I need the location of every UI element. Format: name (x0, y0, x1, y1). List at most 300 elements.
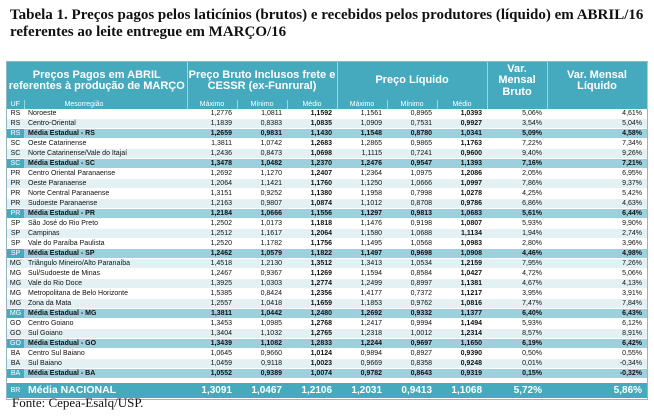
table-row (7, 299, 647, 309)
row-var-gross: 8,57% (487, 329, 547, 339)
row-gross-max: 1,3811 (187, 139, 237, 149)
row-gross-max: 1,3811 (187, 309, 237, 319)
header-var-net: Var. Mensal Líquido (547, 62, 647, 100)
table-row (7, 119, 647, 129)
row-net-max: 1,1548 (337, 129, 387, 139)
row-var-gross: 3,95% (487, 289, 547, 299)
row-gross-avg: 1,1822 (287, 249, 337, 259)
row-net-avg: 0,9390 (437, 349, 487, 359)
row-gross-min: 1,0482 (237, 159, 287, 169)
subheader-uf: UF (7, 100, 24, 109)
row-gross-min: 1,1082 (237, 339, 287, 349)
row-gross-max: 1,1839 (187, 119, 237, 129)
row-gross-max: 1,0552 (187, 369, 237, 379)
table-row (7, 139, 647, 149)
row-var-gross: 4,25% (487, 189, 547, 199)
row-net-max: 1,2244 (337, 339, 387, 349)
row-net-avg: 1,2086 (437, 169, 487, 179)
row-var-gross: 4,72% (487, 269, 547, 279)
row-uf: GO (7, 339, 24, 349)
row-mesorregiao: Norte Central Paranaense (24, 189, 187, 199)
row-var-gross: 3,54% (487, 119, 547, 129)
row-var-gross: 7,86% (487, 179, 547, 189)
row-gross-avg: 1,0074 (287, 369, 337, 379)
row-var-net: 4,98% (547, 249, 647, 259)
row-var-gross: 7,22% (487, 139, 547, 149)
subheader-gross-min: Mínimo (237, 100, 287, 109)
row-uf: RS (7, 109, 24, 119)
price-table-container (6, 61, 648, 400)
row-net-avg: 0,9927 (437, 119, 487, 129)
row-var-net: 5,42% (547, 189, 647, 199)
row-gross-max: 1,4518 (187, 259, 237, 269)
row-var-net: 8,91% (547, 329, 647, 339)
state-average-row (7, 129, 647, 139)
row-mesorregiao: Oeste Catarinense (24, 139, 187, 149)
row-uf: MG (7, 309, 24, 319)
row-gross-avg: 1,2407 (287, 169, 337, 179)
row-net-avg: 1,0816 (437, 299, 487, 309)
header-gross-price: Preço Bruto Inclusos frete e CESSR (ex-Funrural) (187, 62, 337, 100)
row-net-max: 1,1594 (337, 269, 387, 279)
row-uf: SC (7, 159, 24, 169)
row-gross-avg: 1,0023 (287, 359, 337, 369)
table-title: Tabela 1. Preços pagos pelos laticínios (brutos) e recebidos pelos produtores (líquido) em ABRIL/16 referentes ao leite entregue em MARÇO/16 (10, 7, 644, 40)
row-uf: MG (7, 299, 24, 309)
row-gross-min: 0,9252 (237, 189, 287, 199)
row-gross-max: 1,2064 (187, 179, 237, 189)
row-uf: SP (7, 239, 24, 249)
table-row (7, 319, 647, 329)
row-net-max: 1,1297 (337, 209, 387, 219)
row-net-min: 0,9994 (387, 319, 437, 329)
row-net-max: 1,2364 (337, 169, 387, 179)
row-gross-avg: 1,0835 (287, 119, 337, 129)
row-uf: MG (7, 259, 24, 269)
row-var-net: 6,95% (547, 169, 647, 179)
row-mesorregiao: Zona da Mata (24, 299, 187, 309)
row-gross-min: 1,0985 (237, 319, 287, 329)
row-var-gross: 5,06% (487, 109, 547, 119)
row-net-max: 1,0909 (337, 119, 387, 129)
row-net-min: 0,8643 (387, 369, 437, 379)
row-net-avg: 1,1393 (437, 159, 487, 169)
row-var-gross: 0,01% (487, 359, 547, 369)
row-net-min: 0,7241 (387, 149, 437, 159)
row-net-avg: 1,1134 (437, 229, 487, 239)
table-row (7, 149, 647, 159)
source-note: Fonte: Cepea-Esalq/USP. (12, 395, 144, 410)
row-mesorregiao: Sul Goiano (24, 329, 187, 339)
national-gross-max: 1,3091 (187, 383, 237, 399)
price-table (7, 62, 648, 399)
row-gross-avg: 1,2064 (287, 229, 337, 239)
row-gross-avg: 1,2833 (287, 339, 337, 349)
row-net-avg: 1,0683 (437, 209, 487, 219)
table-row (7, 179, 647, 189)
row-net-max: 1,1115 (337, 149, 387, 159)
state-average-row (7, 249, 647, 259)
table-row (7, 269, 647, 279)
row-net-min: 0,8584 (387, 269, 437, 279)
row-var-net: 5,06% (547, 269, 647, 279)
row-var-net: 9,37% (547, 179, 647, 189)
row-mesorregiao: Metropolitana de Belo Horizonte (24, 289, 187, 299)
row-net-min: 0,8708 (387, 199, 437, 209)
row-net-max: 1,1250 (337, 179, 387, 189)
row-gross-max: 1,0645 (187, 349, 237, 359)
row-var-gross: 2,80% (487, 239, 547, 249)
row-var-net: 4,58% (547, 129, 647, 139)
row-var-net: 7,21% (547, 159, 647, 169)
row-uf: MG (7, 279, 24, 289)
row-gross-avg: 1,1818 (287, 219, 337, 229)
row-uf: SP (7, 229, 24, 239)
row-gross-max: 1,3439 (187, 339, 237, 349)
row-gross-min: 1,0303 (237, 279, 287, 289)
row-uf: SP (7, 219, 24, 229)
state-average-row (7, 209, 647, 219)
row-net-avg: 1,1763 (437, 139, 487, 149)
row-net-avg: 1,1377 (437, 309, 487, 319)
row-uf: PR (7, 189, 24, 199)
row-gross-min: 0,9389 (237, 369, 287, 379)
row-var-gross: 0,50% (487, 349, 547, 359)
row-uf: GO (7, 329, 24, 339)
row-mesorregiao: Média Estadual - SC (24, 159, 187, 169)
row-gross-min: 1,1032 (237, 329, 287, 339)
row-gross-avg: 1,2370 (287, 159, 337, 169)
row-var-net: 9,90% (547, 219, 647, 229)
table-row (7, 199, 647, 209)
header-net-price: Preço Líquido (337, 62, 487, 100)
row-var-net: 3,91% (547, 289, 647, 299)
national-net-avg: 1,1068 (437, 383, 487, 399)
subheader-net-min: Mínimo (387, 100, 437, 109)
row-gross-max: 1,2184 (187, 209, 237, 219)
row-gross-avg: 1,2765 (287, 329, 337, 339)
subheader-net-max: Máximo (337, 100, 387, 109)
row-gross-avg: 1,1269 (287, 269, 337, 279)
row-mesorregiao: Centro Oriental Paranaense (24, 169, 187, 179)
row-mesorregiao: São José do Rio Preto (24, 219, 187, 229)
row-uf: RS (7, 119, 24, 129)
row-net-avg: 1,1381 (437, 279, 487, 289)
row-gross-min: 0,9831 (237, 129, 287, 139)
table-row (7, 359, 647, 369)
row-net-avg: 1,0807 (437, 219, 487, 229)
national-gross-avg: 1,2106 (287, 383, 337, 399)
row-var-gross: 1,94% (487, 229, 547, 239)
row-var-net: 2,74% (547, 229, 647, 239)
row-gross-max: 1,2659 (187, 129, 237, 139)
row-net-avg: 1,0997 (437, 179, 487, 189)
row-gross-min: 0,9807 (237, 199, 287, 209)
table-row (7, 109, 647, 119)
row-net-min: 1,0568 (387, 239, 437, 249)
row-mesorregiao: Sudoeste Paranaense (24, 199, 187, 209)
row-gross-min: 0,8383 (237, 119, 287, 129)
row-gross-min: 1,1617 (237, 229, 287, 239)
row-gross-avg: 1,1760 (287, 179, 337, 189)
national-net-min: 0,9413 (387, 383, 437, 399)
row-var-net: -0,32% (547, 369, 647, 379)
row-net-max: 1,2476 (337, 159, 387, 169)
row-mesorregiao: Centro-Oriental (24, 119, 187, 129)
row-net-min: 0,9332 (387, 309, 437, 319)
table-row (7, 239, 647, 249)
national-var-net: 5,86% (547, 383, 647, 399)
row-mesorregiao: Média Estadual - GO (24, 339, 187, 349)
row-mesorregiao: Oeste Paranaense (24, 179, 187, 189)
row-gross-avg: 1,2768 (287, 319, 337, 329)
row-gross-max: 1,2520 (187, 239, 237, 249)
row-var-gross: 4,46% (487, 249, 547, 259)
row-gross-avg: 1,2356 (287, 289, 337, 299)
row-mesorregiao: Média Estadual - SP (24, 249, 187, 259)
row-net-max: 1,1561 (337, 109, 387, 119)
row-gross-min: 0,9660 (237, 349, 287, 359)
row-var-gross: 6,40% (487, 309, 547, 319)
row-gross-min: 1,0811 (237, 109, 287, 119)
row-net-min: 0,9198 (387, 219, 437, 229)
row-uf: SP (7, 249, 24, 259)
table-row (7, 289, 647, 299)
header-period: Preços Pagos em ABRIL referentes à produção de MARÇO (7, 62, 187, 100)
row-gross-max: 1,2436 (187, 149, 237, 159)
header-row (7, 62, 647, 100)
row-net-max: 1,3413 (337, 259, 387, 269)
row-mesorregiao: Sul Baiano (24, 359, 187, 369)
row-net-avg: 1,0278 (437, 189, 487, 199)
row-gross-max: 1,3151 (187, 189, 237, 199)
row-net-min: 0,8927 (387, 349, 437, 359)
row-net-min: 1,0534 (387, 259, 437, 269)
row-net-avg: 1,0341 (437, 129, 487, 139)
table-row (7, 349, 647, 359)
row-net-max: 1,1476 (337, 219, 387, 229)
national-uf: BR (7, 383, 24, 399)
row-net-avg: 1,1217 (437, 289, 487, 299)
row-gross-max: 1,3453 (187, 319, 237, 329)
row-net-min: 0,7531 (387, 119, 437, 129)
row-mesorregiao: Centro Goiano (24, 319, 187, 329)
table-row (7, 229, 647, 239)
row-uf: GO (7, 319, 24, 329)
row-gross-min: 1,0173 (237, 219, 287, 229)
row-net-max: 1,1853 (337, 299, 387, 309)
row-net-min: 0,8780 (387, 129, 437, 139)
row-uf: SC (7, 139, 24, 149)
row-net-avg: 0,9786 (437, 199, 487, 209)
row-gross-max: 1,3478 (187, 159, 237, 169)
row-net-max: 1,2318 (337, 329, 387, 339)
row-uf: MG (7, 289, 24, 299)
row-gross-min: 1,1421 (237, 179, 287, 189)
table-row (7, 189, 647, 199)
row-net-avg: 1,1494 (437, 319, 487, 329)
row-gross-avg: 1,2774 (287, 279, 337, 289)
state-average-row (7, 159, 647, 169)
subheader-var-gross (487, 100, 547, 109)
row-gross-avg: 1,1430 (287, 129, 337, 139)
row-var-gross: 7,47% (487, 299, 547, 309)
row-gross-max: 1,2557 (187, 299, 237, 309)
state-average-row (7, 339, 647, 349)
row-mesorregiao: Média Estadual - PR (24, 209, 187, 219)
subheader-gross-avg: Médio (287, 100, 337, 109)
table-row (7, 219, 647, 229)
row-var-net: 7,84% (547, 299, 647, 309)
table-row (7, 259, 647, 269)
row-var-gross: 6,86% (487, 199, 547, 209)
row-net-max: 1,1497 (337, 249, 387, 259)
row-uf: SC (7, 149, 24, 159)
row-var-gross: 5,09% (487, 129, 547, 139)
row-uf: BA (7, 369, 24, 379)
row-net-avg: 0,9600 (437, 149, 487, 159)
table-row (7, 279, 647, 289)
row-mesorregiao: Noroeste (24, 109, 187, 119)
row-mesorregiao: Vale do Paraíba Paulista (24, 239, 187, 249)
row-gross-avg: 1,2480 (287, 309, 337, 319)
row-gross-max: 1,3404 (187, 329, 237, 339)
row-net-min: 0,7372 (387, 289, 437, 299)
row-net-min: 1,0012 (387, 329, 437, 339)
row-net-min: 0,8997 (387, 279, 437, 289)
row-net-avg: 1,0983 (437, 239, 487, 249)
subheader-var-net (547, 100, 647, 109)
state-average-row (7, 309, 647, 319)
row-gross-min: 1,0579 (237, 249, 287, 259)
row-var-net: 5,04% (547, 119, 647, 129)
row-var-net: 6,44% (547, 209, 647, 219)
subheader-net-avg: Médio (437, 100, 487, 109)
row-gross-avg: 1,2683 (287, 139, 337, 149)
row-gross-max: 1,5385 (187, 289, 237, 299)
row-mesorregiao: Norte Catarinense/Vale do Itajaí (24, 149, 187, 159)
row-gross-avg: 1,0698 (287, 149, 337, 159)
row-var-gross: 2,05% (487, 169, 547, 179)
row-var-net: -0,34% (547, 359, 647, 369)
row-net-min: 0,8358 (387, 359, 437, 369)
table-row (7, 169, 647, 179)
row-var-net: 7,34% (547, 139, 647, 149)
row-gross-avg: 1,1556 (287, 209, 337, 219)
row-uf: PR (7, 199, 24, 209)
row-var-net: 3,96% (547, 239, 647, 249)
row-gross-max: 1,3925 (187, 279, 237, 289)
row-gross-max: 1,2512 (187, 229, 237, 239)
row-var-gross: 0,15% (487, 369, 547, 379)
row-net-avg: 1,0427 (437, 269, 487, 279)
row-var-gross: 5,93% (487, 219, 547, 229)
row-net-avg: 0,9248 (437, 359, 487, 369)
row-gross-min: 1,0418 (237, 299, 287, 309)
row-net-min: 0,9698 (387, 249, 437, 259)
row-net-min: 1,0666 (387, 179, 437, 189)
row-net-avg: 1,2159 (437, 259, 487, 269)
row-net-max: 1,2499 (337, 279, 387, 289)
row-net-max: 1,1012 (337, 199, 387, 209)
row-net-min: 0,9813 (387, 209, 437, 219)
row-net-max: 1,4177 (337, 289, 387, 299)
subheader-gross-max: Máximo (187, 100, 237, 109)
row-gross-avg: 1,1756 (287, 239, 337, 249)
row-net-avg: 1,1650 (437, 339, 487, 349)
row-gross-max: 1,2462 (187, 249, 237, 259)
row-gross-max: 1,2776 (187, 109, 237, 119)
row-net-min: 0,9697 (387, 339, 437, 349)
row-gross-avg: 1,1380 (287, 189, 337, 199)
row-var-net: 9,26% (547, 149, 647, 159)
row-net-max: 1,1495 (337, 239, 387, 249)
national-gross-min: 1,0467 (237, 383, 287, 399)
row-gross-min: 0,8473 (237, 149, 287, 159)
row-net-max: 1,1580 (337, 229, 387, 239)
row-gross-avg: 1,1592 (287, 109, 337, 119)
row-gross-max: 1,0459 (187, 359, 237, 369)
row-var-net: 4,61% (547, 109, 647, 119)
national-net-max: 1,2031 (337, 383, 387, 399)
row-uf: BA (7, 349, 24, 359)
row-var-gross: 9,40% (487, 149, 547, 159)
row-var-gross: 7,95% (487, 259, 547, 269)
national-var-gross: 5,72% (487, 383, 547, 399)
row-net-max: 0,9782 (337, 369, 387, 379)
row-mesorregiao: Média Estadual - RS (24, 129, 187, 139)
row-gross-min: 1,0442 (237, 309, 287, 319)
national-label: Média NACIONAL (24, 383, 187, 399)
row-net-avg: 1,2314 (437, 329, 487, 339)
row-gross-min: 1,0666 (237, 209, 287, 219)
row-net-max: 0,9894 (337, 349, 387, 359)
row-uf: RS (7, 129, 24, 139)
row-net-min: 0,9547 (387, 159, 437, 169)
row-mesorregiao: Vale do Rio Doce (24, 279, 187, 289)
row-net-avg: 1,0393 (437, 109, 487, 119)
row-gross-avg: 1,0124 (287, 349, 337, 359)
row-var-net: 6,43% (547, 309, 647, 319)
row-uf: PR (7, 179, 24, 189)
row-var-gross: 6,19% (487, 339, 547, 349)
header-var-gross: Var. Mensal Bruto (487, 62, 547, 100)
row-net-avg: 1,0908 (437, 249, 487, 259)
row-var-gross: 5,61% (487, 209, 547, 219)
row-gross-min: 1,1270 (237, 169, 287, 179)
row-var-net: 4,13% (547, 279, 647, 289)
row-uf: PR (7, 169, 24, 179)
row-gross-min: 1,0742 (237, 139, 287, 149)
row-net-max: 1,2417 (337, 319, 387, 329)
row-var-net: 0,55% (547, 349, 647, 359)
state-average-row (7, 369, 647, 379)
row-gross-min: 0,8424 (237, 289, 287, 299)
row-gross-max: 1,2502 (187, 219, 237, 229)
row-gross-max: 1,2163 (187, 199, 237, 209)
row-gross-max: 1,2692 (187, 169, 237, 179)
row-mesorregiao: Sul/Sudoeste de Minas (24, 269, 187, 279)
row-net-avg: 0,9319 (437, 369, 487, 379)
row-net-min: 0,9762 (387, 299, 437, 309)
row-gross-min: 1,1782 (237, 239, 287, 249)
row-net-max: 1,2692 (337, 309, 387, 319)
row-mesorregiao: Média Estadual - MG (24, 309, 187, 319)
row-mesorregiao: Média Estadual - BA (24, 369, 187, 379)
row-gross-min: 0,9118 (237, 359, 287, 369)
row-var-net: 4,63% (547, 199, 647, 209)
row-net-max: 0,9669 (337, 359, 387, 369)
